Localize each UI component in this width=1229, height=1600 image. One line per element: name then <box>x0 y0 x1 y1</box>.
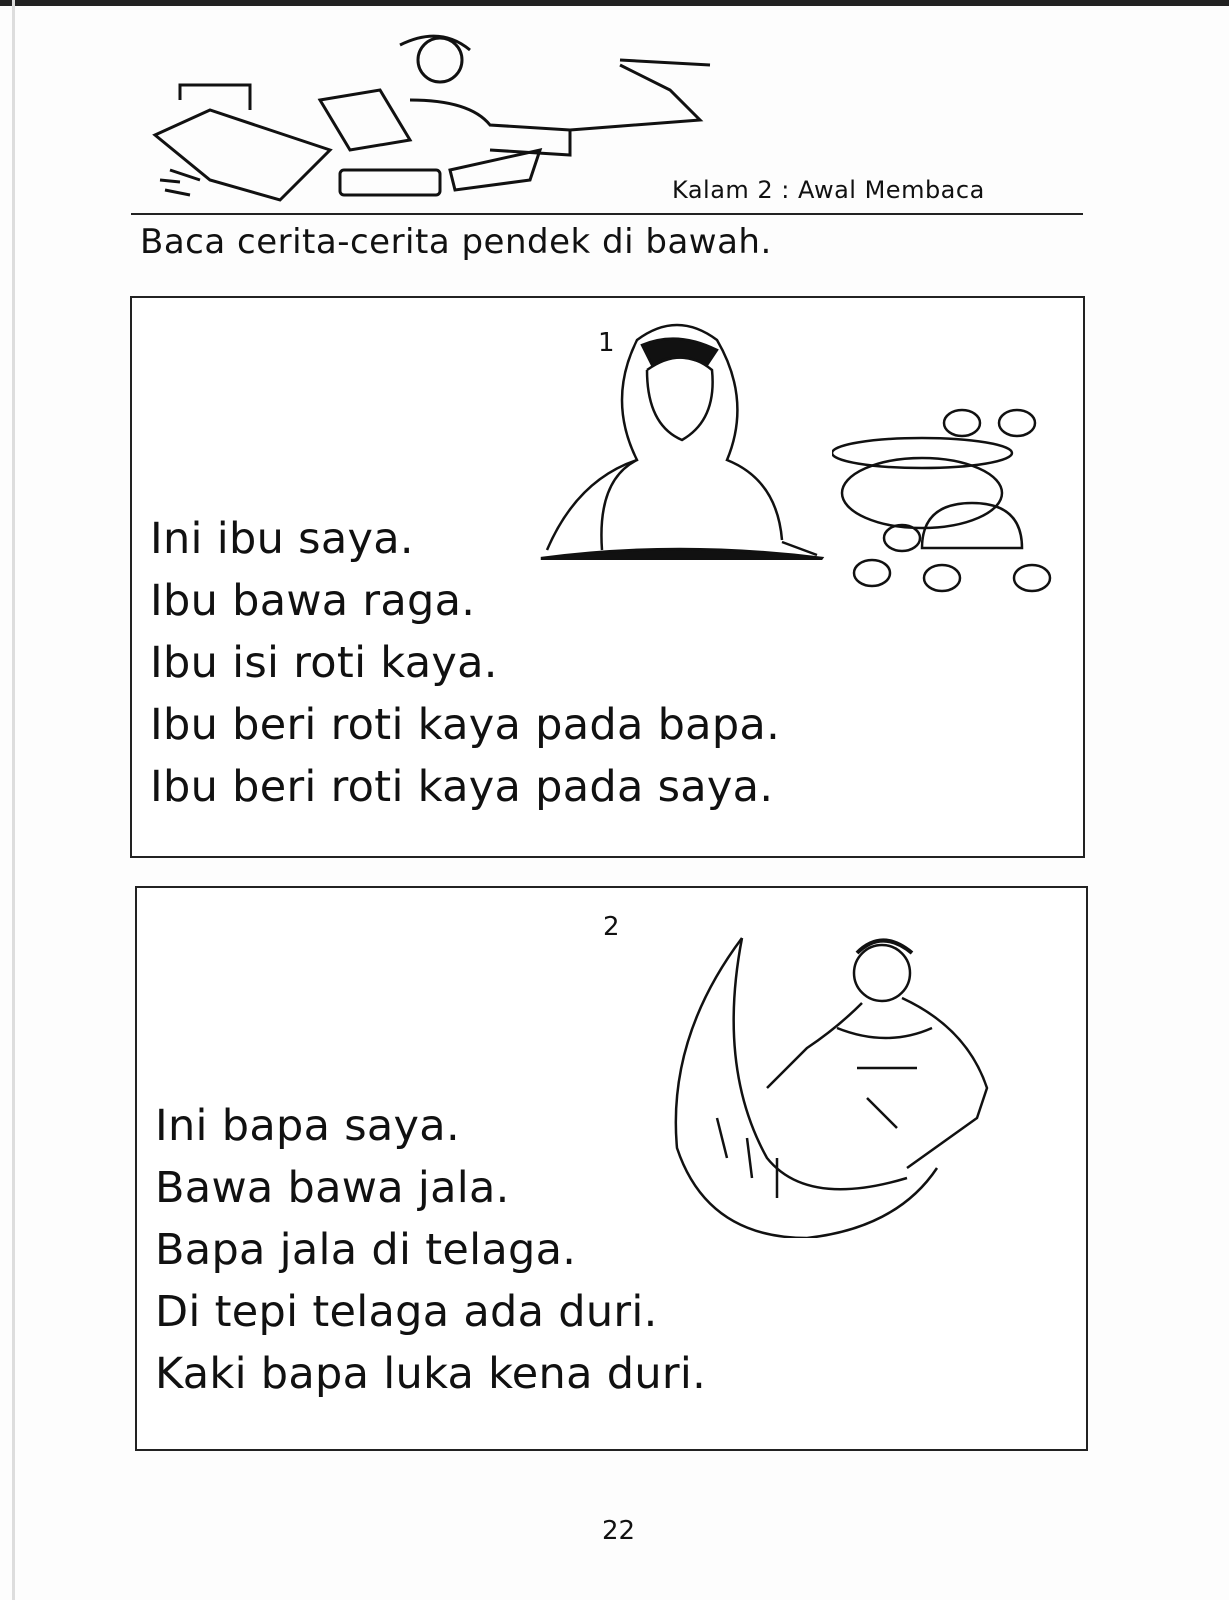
instruction-text: Baca cerita-cerita pendek di bawah. <box>140 222 772 262</box>
page-number: 22 <box>602 1516 636 1546</box>
header-title: Kalam 2 : Awal Membaca <box>672 176 985 204</box>
story-line: Ini ibu saya. <box>150 514 414 564</box>
scan-top-edge <box>0 0 1229 6</box>
scan-left-edge <box>12 0 15 1600</box>
story-line: Bapa jala di telaga. <box>155 1225 577 1275</box>
story-line: Ibu beri roti kaya pada bapa. <box>150 700 781 750</box>
story-box-2 <box>135 886 1088 1451</box>
story-2-text <box>155 1095 706 1405</box>
story-line: Ibu bawa raga. <box>150 576 476 626</box>
story-number: 1 <box>598 328 615 358</box>
story-line: Kaki bapa luka kena duri. <box>155 1349 707 1399</box>
story-box-1 <box>130 296 1085 858</box>
story-line: Ibu isi roti kaya. <box>150 638 498 688</box>
story-1-text <box>150 508 780 818</box>
header-divider <box>131 213 1083 215</box>
story-line: Bawa bawa jala. <box>155 1163 510 1213</box>
story-line: Di tepi telaga ada duri. <box>155 1287 658 1337</box>
boy-reading-illustration <box>150 30 730 210</box>
story-number: 2 <box>603 912 620 942</box>
story-line: Ibu beri roti kaya pada saya. <box>150 762 774 812</box>
bread-illustration <box>832 408 1062 608</box>
father-with-net-illustration <box>657 918 1017 1238</box>
story-line: Ini bapa saya. <box>155 1101 460 1151</box>
